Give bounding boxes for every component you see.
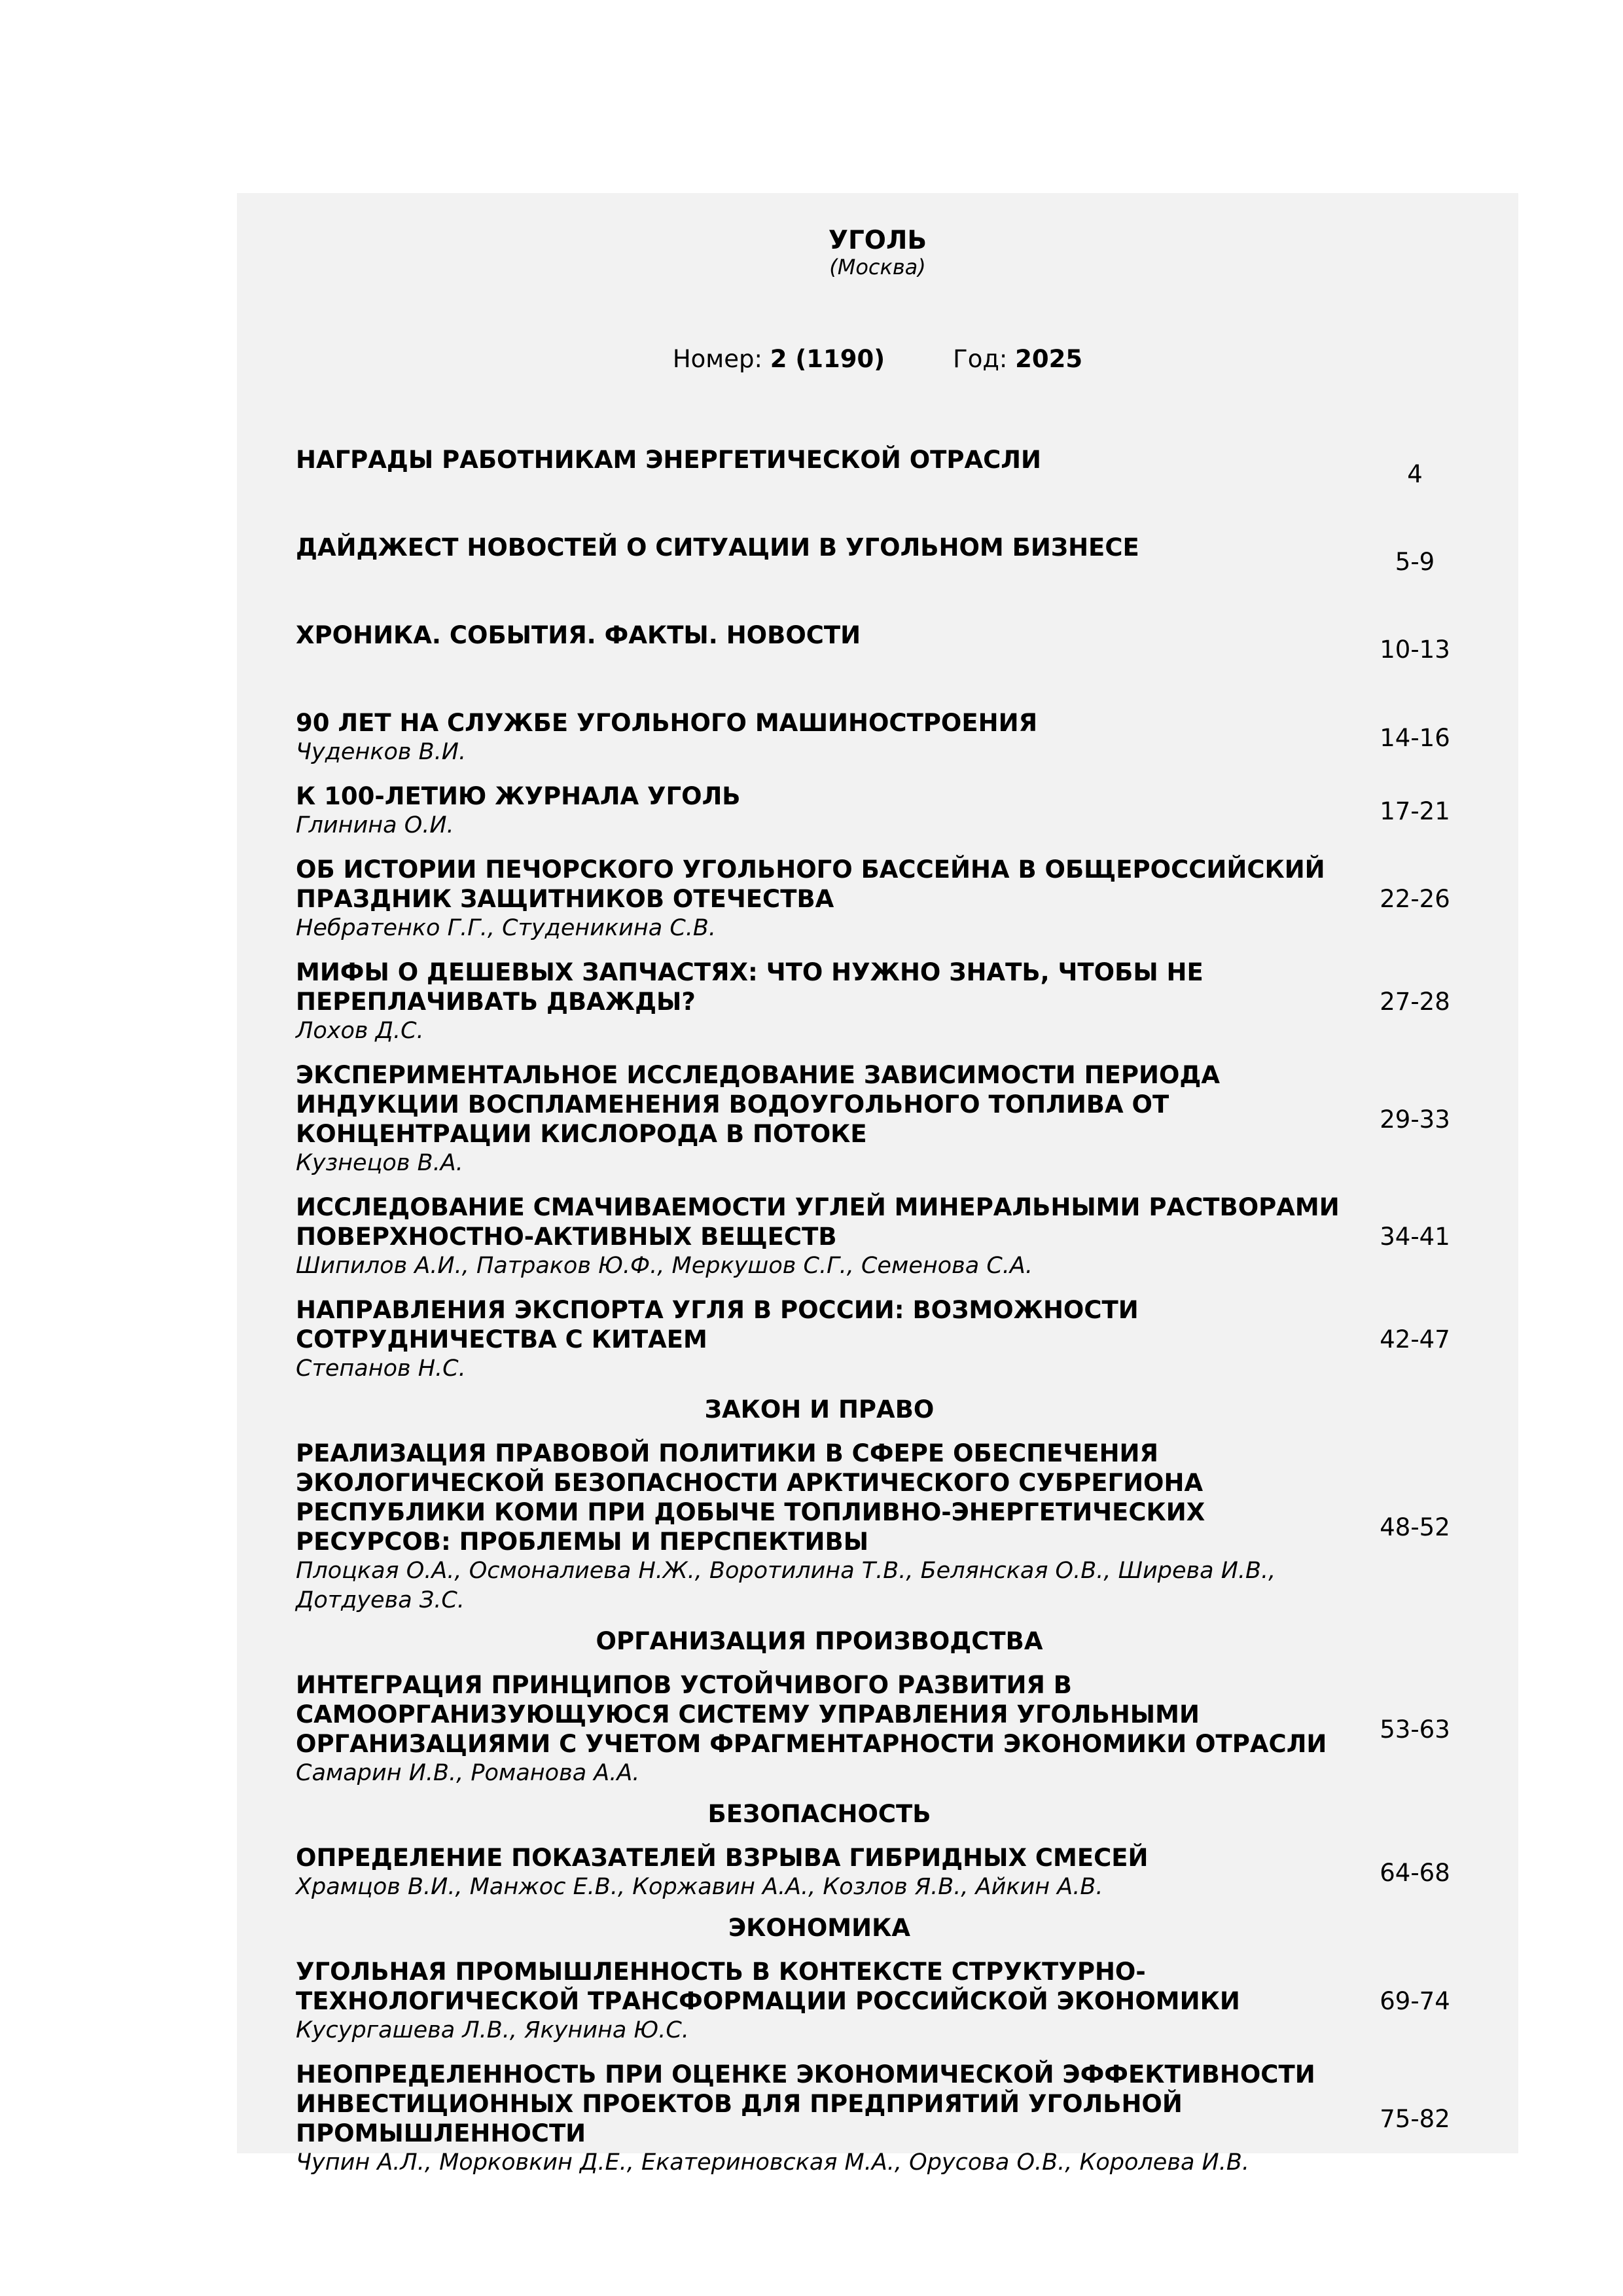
toc-entry[interactable] (296, 620, 1487, 664)
toc-entry-body (296, 1060, 1343, 1178)
toc-entry-body (296, 855, 1343, 943)
article-authors: Лохов Д.С. (296, 1018, 424, 1044)
page-range: 17-21 (1380, 797, 1450, 825)
toc-entry-body (296, 620, 1343, 664)
toc-entry-body (296, 533, 1343, 577)
page-range: 14-16 (1380, 723, 1450, 752)
table-of-contents (296, 445, 1487, 2178)
article-title[interactable]: НЕОПРЕДЕЛЕННОСТЬ ПРИ ОЦЕНКЕ ЭКОНОМИЧЕСКОЙ ЭФФЕКТИВНОСТИ ИНВЕСТИЦИОННЫХ ПРОЕКТОВ ДЛЯ ПРЕДПРИЯТИЙ УГОЛЬНОЙ ПРОМЫШЛЕННОСТИ (296, 2060, 1315, 2147)
section-heading: ОРГАНИЗАЦИЯ ПРОИЗВОДСТВА (596, 1627, 1043, 1655)
issue-line (237, 345, 1518, 374)
article-authors: Глинина О.И. (296, 812, 454, 838)
article-authors: Храмцов В.И., Манжос Е.В., Коржавин А.А., Козлов Я.В., Айкин А.В. (296, 1874, 1103, 1900)
article-authors: Небратенко Г.Г., Студеникина С.В. (296, 915, 717, 941)
toc-entry[interactable] (296, 1957, 1487, 2045)
page-range: 42-47 (1380, 1325, 1450, 1354)
article-authors: Кузнецов В.А. (296, 1150, 463, 1176)
page-range: 48-52 (1380, 1513, 1450, 1541)
article-title[interactable]: ИНТЕГРАЦИЯ ПРИНЦИПОВ УСТОЙЧИВОГО РАЗВИТИЯ В САМООРГАНИЗУЮЩУЮСЯ СИСТЕМУ УПРАВЛЕНИЯ УГОЛЬНЫМИ ОРГАНИЗАЦИЯМИ С УЧЕТОМ ФРАГМЕНТАРНОСТИ ЭКОНОМИКИ ОТРАСЛИ (296, 1671, 1327, 1758)
toc-entry-body (296, 1670, 1343, 1788)
page-range: 53-63 (1380, 1715, 1450, 1744)
toc-entry-body (296, 1439, 1343, 1615)
toc-entry-body (296, 1843, 1343, 1902)
toc-entry[interactable] (296, 958, 1487, 1046)
page-range: 34-41 (1380, 1223, 1450, 1251)
toc-entry[interactable] (296, 1439, 1487, 1615)
article-title[interactable]: МИФЫ О ДЕШЕВЫХ ЗАПЧАСТЯХ: ЧТО НУЖНО ЗНАТЬ, ЧТОБЫ НЕ ПЕРЕПЛАЧИВАТЬ ДВАЖДЫ? (296, 958, 1204, 1016)
section-heading: БЕЗОПАСНОСТЬ (707, 1800, 931, 1828)
issue-label: Номер: (672, 345, 762, 373)
toc-entry-body (296, 2060, 1343, 2178)
year-label: Год: (953, 345, 1008, 373)
toc-entry[interactable] (296, 708, 1487, 767)
article-authors: Чуденков В.И. (296, 739, 467, 765)
toc-entry-body (296, 958, 1343, 1046)
toc-entry[interactable] (296, 855, 1487, 943)
page-range: 10-13 (1380, 636, 1450, 664)
toc-entry[interactable] (296, 1670, 1487, 1788)
article-title[interactable]: К 100-ЛЕТИЮ ЖУРНАЛА УГОЛЬ (296, 782, 741, 810)
article-title[interactable]: ОПРЕДЕЛЕНИЕ ПОКАЗАТЕЛЕЙ ВЗРЫВА ГИБРИДНЫХ СМЕСЕЙ (296, 1844, 1149, 1872)
article-authors: Кусургашева Л.В., Якунина Ю.С. (296, 2017, 689, 2043)
article-title[interactable]: РЕАЛИЗАЦИЯ ПРАВОВОЙ ПОЛИТИКИ В СФЕРЕ ОБЕСПЕЧЕНИЯ ЭКОЛОГИЧЕСКОЙ БЕЗОПАСНОСТИ АРКТИЧЕСКОГО СУБРЕГИОНА РЕСПУБЛИКИ КОМИ ПРИ ДОБЫЧЕ ТОПЛИВНО-ЭНЕРГЕТИЧЕСКИХ РЕСУРСОВ: ПРОБЛЕМЫ И ПЕРСПЕКТИВЫ (296, 1439, 1205, 1556)
article-title[interactable]: ОБ ИСТОРИИ ПЕЧОРСКОГО УГОЛЬНОГО БАССЕЙНА В ОБЩЕРОССИЙСКИЙ ПРАЗДНИК ЗАЩИТНИКОВ ОТЕЧЕСТВА (296, 855, 1325, 913)
article-title[interactable]: ХРОНИКА. СОБЫТИЯ. ФАКТЫ. НОВОСТИ (296, 621, 861, 649)
section-heading: ЭКОНОМИКА (728, 1914, 910, 1942)
page-range: 75-82 (1380, 2104, 1450, 2133)
article-title[interactable]: ДАЙДЖЕСТ НОВОСТЕЙ О СИТУАЦИИ В УГОЛЬНОМ БИЗНЕСЕ (296, 533, 1139, 562)
article-authors: Шипилов А.И., Патраков Ю.Ф., Меркушов С.Г., Семенова С.А. (296, 1253, 1033, 1279)
toc-entry[interactable] (296, 781, 1487, 840)
article-title[interactable]: УГОЛЬНАЯ ПРОМЫШЛЕННОСТЬ В КОНТЕКСТЕ СТРУКТУРНО-ТЕХНОЛОГИЧЕСКОЙ ТРАНСФОРМАЦИИ РОССИЙСКОЙ ЭКОНОМИКИ (296, 1958, 1240, 2015)
toc-entry[interactable] (296, 2060, 1487, 2178)
article-title[interactable]: ИССЛЕДОВАНИЕ СМАЧИВАЕМОСТИ УГЛЕЙ МИНЕРАЛЬНЫМИ РАСТВОРАМИ ПОВЕРХНОСТНО-АКТИВНЫХ ВЕЩЕСТВ (296, 1193, 1340, 1251)
article-authors: Самарин И.В., Романова А.А. (296, 1760, 640, 1786)
toc-entry[interactable] (296, 1193, 1487, 1281)
article-title[interactable]: НАПРАВЛЕНИЯ ЭКСПОРТА УГЛЯ В РОССИИ: ВОЗМОЖНОСТИ СОТРУДНИЧЕСТВА С КИТАЕМ (296, 1296, 1139, 1354)
page-range: 69-74 (1380, 1987, 1450, 2015)
toc-panel (237, 193, 1518, 2176)
article-authors: Степанов Н.С. (296, 1355, 466, 1382)
article-title[interactable]: 90 ЛЕТ НА СЛУЖБЕ УГОЛЬНОГО МАШИНОСТРОЕНИЯ (296, 709, 1038, 737)
toc-entry[interactable] (296, 445, 1487, 489)
page-range: 4 (1407, 460, 1423, 488)
toc-entry-body (296, 708, 1343, 767)
year-value: 2025 (1015, 345, 1083, 373)
article-authors: Плоцкая О.А., Осмоналиева Н.Ж., Воротилина Т.В., Белянская О.В., Ширева И.В., Дотдуева З.С. (296, 1558, 1276, 1613)
page-range: 64-68 (1380, 1858, 1450, 1887)
toc-entry[interactable] (296, 1295, 1487, 1384)
journal-city: (Москва) (829, 255, 926, 279)
article-authors: Чупин А.Л., Морковкин Д.Е., Екатериновская М.А., Орусова О.В., Королева И.В. (296, 2149, 1249, 2176)
toc-entry[interactable] (296, 533, 1487, 577)
section-heading: ЗАКОН И ПРАВО (704, 1395, 935, 1424)
toc-entry-body (296, 1193, 1343, 1281)
page-range: 5-9 (1395, 548, 1435, 576)
toc-entry[interactable] (296, 1060, 1487, 1178)
toc-entry-body (296, 445, 1343, 489)
page-range: 27-28 (1380, 988, 1450, 1016)
article-title[interactable]: ЭКСПЕРИМЕНТАЛЬНОЕ ИССЛЕДОВАНИЕ ЗАВИСИМОСТИ ПЕРИОДА ИНДУКЦИИ ВОСПЛАМЕНЕНИЯ ВОДОУГОЛЬНОГО ТОПЛИВА ОТ КОНЦЕНТРАЦИИ КИСЛОРОДА В ПОТОКЕ (296, 1061, 1221, 1148)
issue-number: 2 (1190) (770, 345, 885, 373)
toc-entry[interactable] (296, 1843, 1487, 1902)
toc-entry-body (296, 1295, 1343, 1384)
page-range: 29-33 (1380, 1105, 1450, 1134)
page-range: 22-26 (1380, 885, 1450, 913)
article-title[interactable]: НАГРАДЫ РАБОТНИКАМ ЭНЕРГЕТИЧЕСКОЙ ОТРАСЛИ (296, 446, 1041, 474)
toc-entry-body (296, 781, 1343, 840)
journal-title: УГОЛЬ (828, 226, 927, 255)
toc-entry-body (296, 1957, 1343, 2045)
